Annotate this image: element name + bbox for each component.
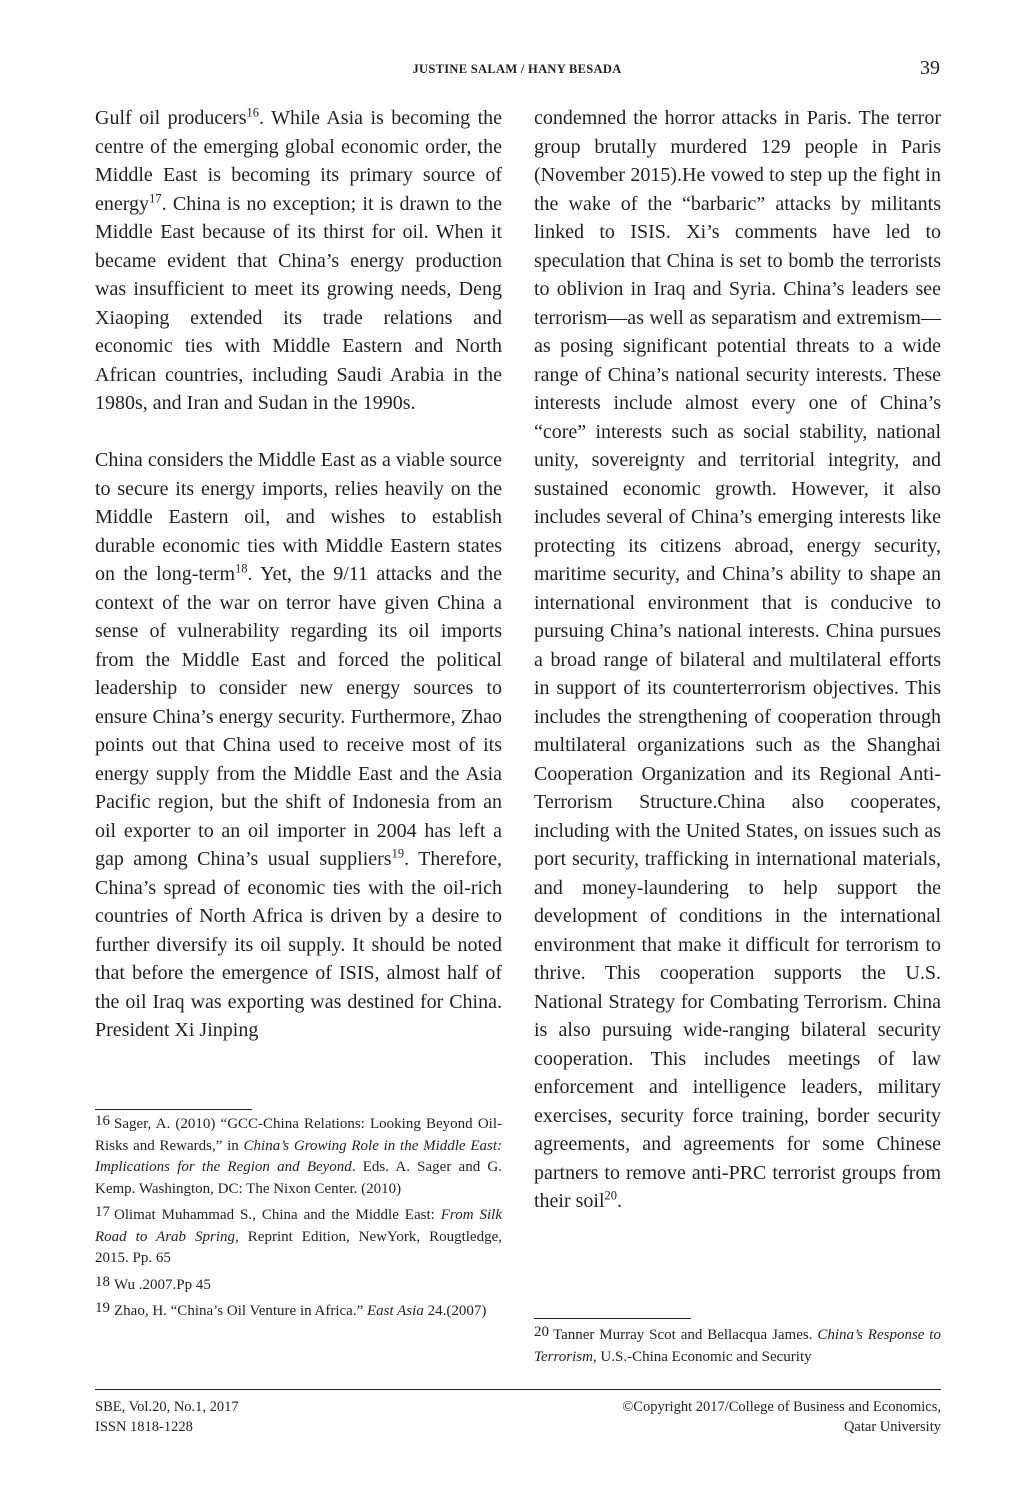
footnote-ref[interactable]: 20 — [604, 1188, 618, 1203]
body-paragraph: condemned the horror attacks in Paris. The terror group brutally murdered 129 people in Paris (November 2015).He vowed to step up the fight in the wake of the “barbaric” attacks by militants linked to ISIS. Xi’s comments have led to speculation that China is set to bomb the terrorists to oblivion in Iraq and Syria. China’s leaders see terrorism—as well as separatism and extremism—as posing significant potential threats to a wide range of China’s national security interests. These interests include almost every one of China’s “core” interests such as social stability, national unity, sovereignty and territorial integrity, and sustained economic growth. However, it also includes several of China’s emerging interests like protecting its citizens abroad, energy security, maritime security, and China’s ability to shape an international environment that is conducive to pursuing China’s national interests. China pursues a broad range of bilateral and multilateral efforts in support of its counterterrorism objectives. This includes the strengthening of cooperation through multilateral organizations such as the Shanghai Cooperation Organization and its Regional Anti-Terrorism Structure.China also cooperates, including with the United States, on issues such as port security, trafficking in international materials, and money-laundering to help support the development of conditions in the international environment that make it difficult for terrorism to thrive. This cooperation supports the U.S. National Strategy for Combating Terrorism. China is also pursuing wide-ranging bilateral security cooperation. This includes meetings of law enforcement and intelligence leaders, military exercises, security force training, border security agreements, and agreements for some Chinese partners to remove anti-PRC terrorist groups from their soil$^{20}$. — [534, 107, 941, 1212]
footnote-ref[interactable]: 19 — [391, 846, 405, 861]
right-column — [534, 104, 941, 1216]
footer-volume: SBE, Vol.20, No.1, 2017 — [95, 1399, 239, 1415]
footer-copyright — [622, 1397, 941, 1437]
header-authors: JUSTINE SALAM / HANY BESADA — [412, 62, 622, 76]
footnote-ref[interactable]: 16 — [246, 105, 260, 120]
footnote: 19 Zhao, H. “China’s Oil Venture in Africa.” East Asia 24.(2007) — [95, 1300, 487, 1319]
footnotes-left — [95, 1109, 502, 1323]
footnote: 17 Olimat Muhammad S., China and the Middle East: From Silk Road to Arab Spring, Reprint Edition, NewYork, Rougtledge, 2015. Pp. 65 — [95, 1204, 502, 1266]
footnote-rule — [95, 1109, 252, 1110]
footnote-ref[interactable]: 18 — [235, 561, 248, 576]
page-number: 39 — [920, 57, 940, 79]
footer-journal-info — [95, 1397, 239, 1437]
footer-copyright-line: ©Copyright 2017/College of Business and Economics, — [622, 1399, 941, 1415]
footer-rule — [95, 1389, 941, 1390]
footnote: 20 Tanner Murray Scot and Bellacqua James. China’s Response to Terrorism, U.S.-China Economic and Security — [534, 1324, 941, 1365]
left-column — [95, 104, 502, 1045]
footnote-ref[interactable]: 17 — [149, 190, 162, 205]
footnote: 16 Sager, A. (2010) “GCC-China Relations: Looking Beyond Oil-Risks and Rewards,” in China’s Growing Role in the Middle East: Implications for the Region and Beyond. Eds. A. Sager and G. Kemp. Washington, DC: The Nixon Center. (2010) — [95, 1113, 502, 1197]
footer-issn: ISSN 1818-1228 — [95, 1419, 193, 1435]
running-header — [0, 57, 1034, 84]
body-paragraph: China considers the Middle East as a viable source to secure its energy imports, relies heavily on the Middle Eastern oil, and wishes to establish durable economic ties with Middle Eastern states on the long-term$^{18}$. Yet, the 9/11 attacks and the context of the war on terror have given China a sense of vulnerability regarding its oil imports from the Middle East and forced the political leadership to consider new energy sources to ensure China’s energy security. Furthermore, Zhao points out that China used to receive most of its energy supply from the Middle East and the Asia Pacific region, but the shift of Indonesia from an oil exporter to an oil importer in 2004 has left a gap among China’s usual suppliers$^{19}$. Therefore, China’s spread of economic ties with the oil-rich countries of North Africa is driven by a desire to further diversify its oil supply. It should be noted that before the emergence of ISIS, almost half of the oil Iraq was exporting was destined for China. President Xi Jinping — [95, 449, 503, 1041]
footnotes-right — [534, 1318, 941, 1368]
footnote: 18 Wu .2007.Pp 45 — [95, 1273, 211, 1293]
body-paragraph: Gulf oil producers$^{16}$. While Asia is becoming the centre of the emerging global economic order, the Middle East is becoming its primary source of energy$^{17}$. China is no exception; it is drawn to the Middle East because of its thirst for oil. When it became evident that China’s energy production was insufficient to meet its growing needs, Deng Xiaoping extended its trade relations and economic ties with Middle Eastern and North African countries, including Saudi Arabia in the 1980s, and Iran and Sudan in the 1990s. — [95, 105, 503, 414]
footer-university: Qatar University — [843, 1419, 941, 1435]
footnote-rule — [534, 1318, 691, 1319]
